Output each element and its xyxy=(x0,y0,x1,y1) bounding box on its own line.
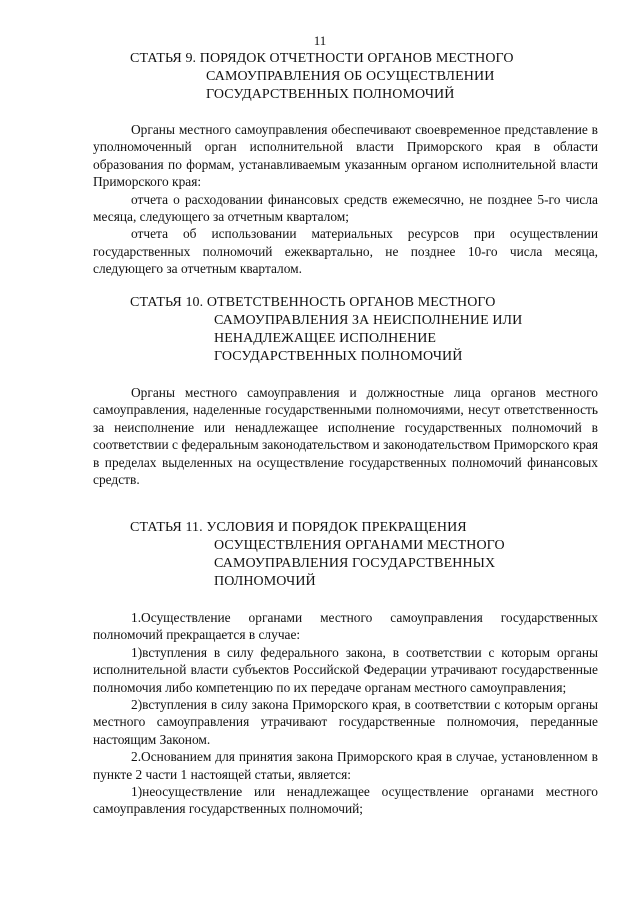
article-heading xyxy=(130,50,598,104)
heading-line: САМОУПРАВЛЕНИЯ ЗА НЕИСПОЛНЕНИЕ ИЛИ xyxy=(214,313,523,328)
heading-line: ГОСУДАРСТВЕННЫХ ПОЛНОМОЧИЙ xyxy=(214,349,463,364)
heading-line: ПОРЯДОК ОТЧЕТНОСТИ ОРГАНОВ МЕСТНОГО xyxy=(199,51,514,66)
heading-line: САМОУПРАВЛЕНИЯ ГОСУДАРСТВЕННЫХ xyxy=(214,556,496,571)
article-9 xyxy=(93,50,598,278)
article-heading xyxy=(130,294,598,366)
paragraph: 1.Осуществление органами местного самоуправления государственных полномочий прекращается в случае: xyxy=(93,610,598,643)
paragraph: Органы местного самоуправления и должностные лица органов местного самоуправления, наделенные государственными полномочиями, несут ответственность за неисполнение или ненадлежащее исполнение государственных полномочий в соответствии с федеральным законодательством и законодательством Приморского края в пределах выделенных на осуществление государственных полномочий финансовых средств. xyxy=(93,385,598,488)
heading-line: ОСУЩЕСТВЛЕНИЯ ОРГАНАМИ МЕСТНОГО xyxy=(214,538,505,553)
paragraph: 2)вступления в силу закона Приморского края, в соответствии с которым органы местного самоуправления утрачивают государственные полномочия, переданные настоящим Законом. xyxy=(93,697,598,747)
page-number: 11 xyxy=(313,33,327,48)
heading-line: ОТВЕТСТВЕННОСТЬ ОРГАНОВ МЕСТНОГО xyxy=(206,295,496,310)
heading-line: ГОСУДАРСТВЕННЫХ ПОЛНОМОЧИЙ xyxy=(206,87,455,102)
heading-prefix: СТАТЬЯ 10. xyxy=(130,295,204,310)
paragraph: Органы местного самоуправления обеспечивают своевременное представление в уполномоченный орган исполнительной власти Приморского края в области образования по формам, устанавливаемым указанным органом исполнительной власти Приморского края: xyxy=(93,122,598,190)
heading-line: НЕНАДЛЕЖАЩЕЕ ИСПОЛНЕНИЕ xyxy=(214,331,437,346)
article-11 xyxy=(93,519,598,818)
paragraph: 2.Основанием для принятия закона Приморского края в случае, установленном в пункте 2 части 1 настоящей статьи, является: xyxy=(93,749,598,782)
article-10 xyxy=(93,294,598,488)
heading-line: САМОУПРАВЛЕНИЯ ОБ ОСУЩЕСТВЛЕНИИ xyxy=(206,69,495,84)
heading-line: ПОЛНОМОЧИЙ xyxy=(214,574,316,589)
paragraph: отчета о расходовании финансовых средств ежемесячно, не позднее 5-го числа месяца, следующего за отчетным кварталом; xyxy=(93,191,598,225)
heading-prefix: СТАТЬЯ 9. xyxy=(130,51,197,66)
article-heading xyxy=(130,519,598,591)
heading-prefix: СТАТЬЯ 11. xyxy=(130,520,203,535)
heading-line: УСЛОВИЯ И ПОРЯДОК ПРЕКРАЩЕНИЯ xyxy=(206,520,467,535)
paragraph: 1)неосуществление или ненадлежащее осуществление органами местного самоуправления государственных полномочий; xyxy=(93,784,598,817)
paragraph: 1)вступления в силу федерального закона, в соответствии с которым органы исполнительной власти субъектов Российской Федерации утрачивают государственные полномочия либо компетенцию по их передаче органам местного самоуправления; xyxy=(93,644,598,695)
paragraph: отчета об использовании материальных ресурсов при осуществлении государственных полномочий ежеквартально, не позднее 10-го числа месяца, следующего за отчетным кварталом. xyxy=(93,226,598,277)
